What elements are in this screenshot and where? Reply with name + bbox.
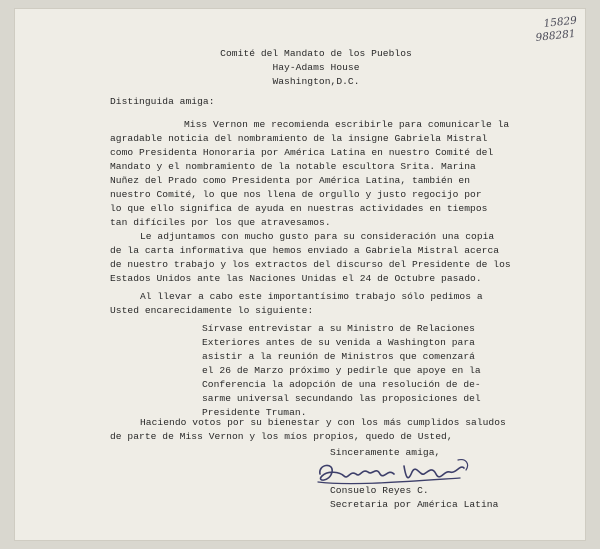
indented-line: sarme universal secundando las proposiciones del: [202, 393, 481, 404]
paragraph-line: tan difíciles por los que atravesamos.: [110, 217, 331, 228]
paragraph-line: Usted encarecidamente lo siguiente:: [110, 305, 314, 316]
paragraph-line: Miss Vernon me recomienda escribirle para comunicarle la: [184, 119, 510, 130]
paragraph-line: de nuestro trabajo y los extractos del discurso del Presidente de los: [110, 259, 511, 270]
paragraph-line: lo que ello significa de ayuda en nuestras actividades en tiempos: [110, 203, 488, 214]
archive-marks: [535, 14, 585, 48]
letterhead-line-1: Comité del Mandato de los Pueblos: [220, 48, 412, 59]
letterhead-line-3: Washington,D.C.: [272, 76, 360, 87]
paragraph-line: de parte de Miss Vernon y los míos propios, quedo de Usted,: [110, 431, 453, 442]
paragraph-line: Haciendo votos por su bienestar y con los más cumplidos saludos: [140, 417, 506, 428]
paragraph-line: nuestro Comité, lo que nos llena de orgullo y justo regocijo por: [110, 189, 482, 200]
paragraph-line: Al llevar a cabo este importantísimo trabajo sólo pedimos a: [140, 291, 483, 302]
paragraph-line: Estados Unidos ante las Naciones Unidas el 24 de Octubre pasado.: [110, 273, 482, 284]
indented-line: el 26 de Marzo próximo y pedirle que apoye en la: [202, 365, 481, 376]
signer-title: Secretaria por América Latina: [330, 499, 499, 510]
indented-line: Sírvase entrevistar a su Ministro de Relaciones: [202, 323, 475, 334]
archive-number-2: 988281: [535, 27, 577, 44]
indented-line: Exteriores antes de su venida a Washington para: [202, 337, 475, 348]
letter-page: [14, 8, 586, 541]
salutation: Distinguida amiga:: [110, 96, 215, 107]
archive-number-1: 15829: [543, 14, 578, 30]
indented-line: asistir a la reunión de Ministros que comenzará: [202, 351, 475, 362]
paragraph-line: Le adjuntamos con mucho gusto para su consideración una copia: [140, 231, 495, 242]
letterhead-line-2: Hay-Adams House: [272, 62, 360, 73]
closing: Sinceramente amiga,: [330, 447, 441, 458]
paragraph-line: Nuñez del Prado como Presidenta por América Latina, también en: [110, 175, 471, 186]
signer-name: Consuelo Reyes C.: [330, 485, 429, 496]
indented-line: Conferencia la adopción de una resolución de de-: [202, 379, 481, 390]
paragraph-line: Mandato y el nombramiento de la notable escultora Srita. Marina: [110, 161, 476, 172]
indented-line: Presidente Truman.: [202, 407, 307, 418]
paragraph-line: como Presidenta Honoraria por América Latina en nuestro Comité del: [110, 147, 494, 158]
paragraph-line: agradable noticia del nombramiento de la insigne Gabriela Mistral: [110, 133, 488, 144]
paragraph-line: de la carta informativa que hemos enviado a Gabriela Mistral acerca: [110, 245, 500, 256]
